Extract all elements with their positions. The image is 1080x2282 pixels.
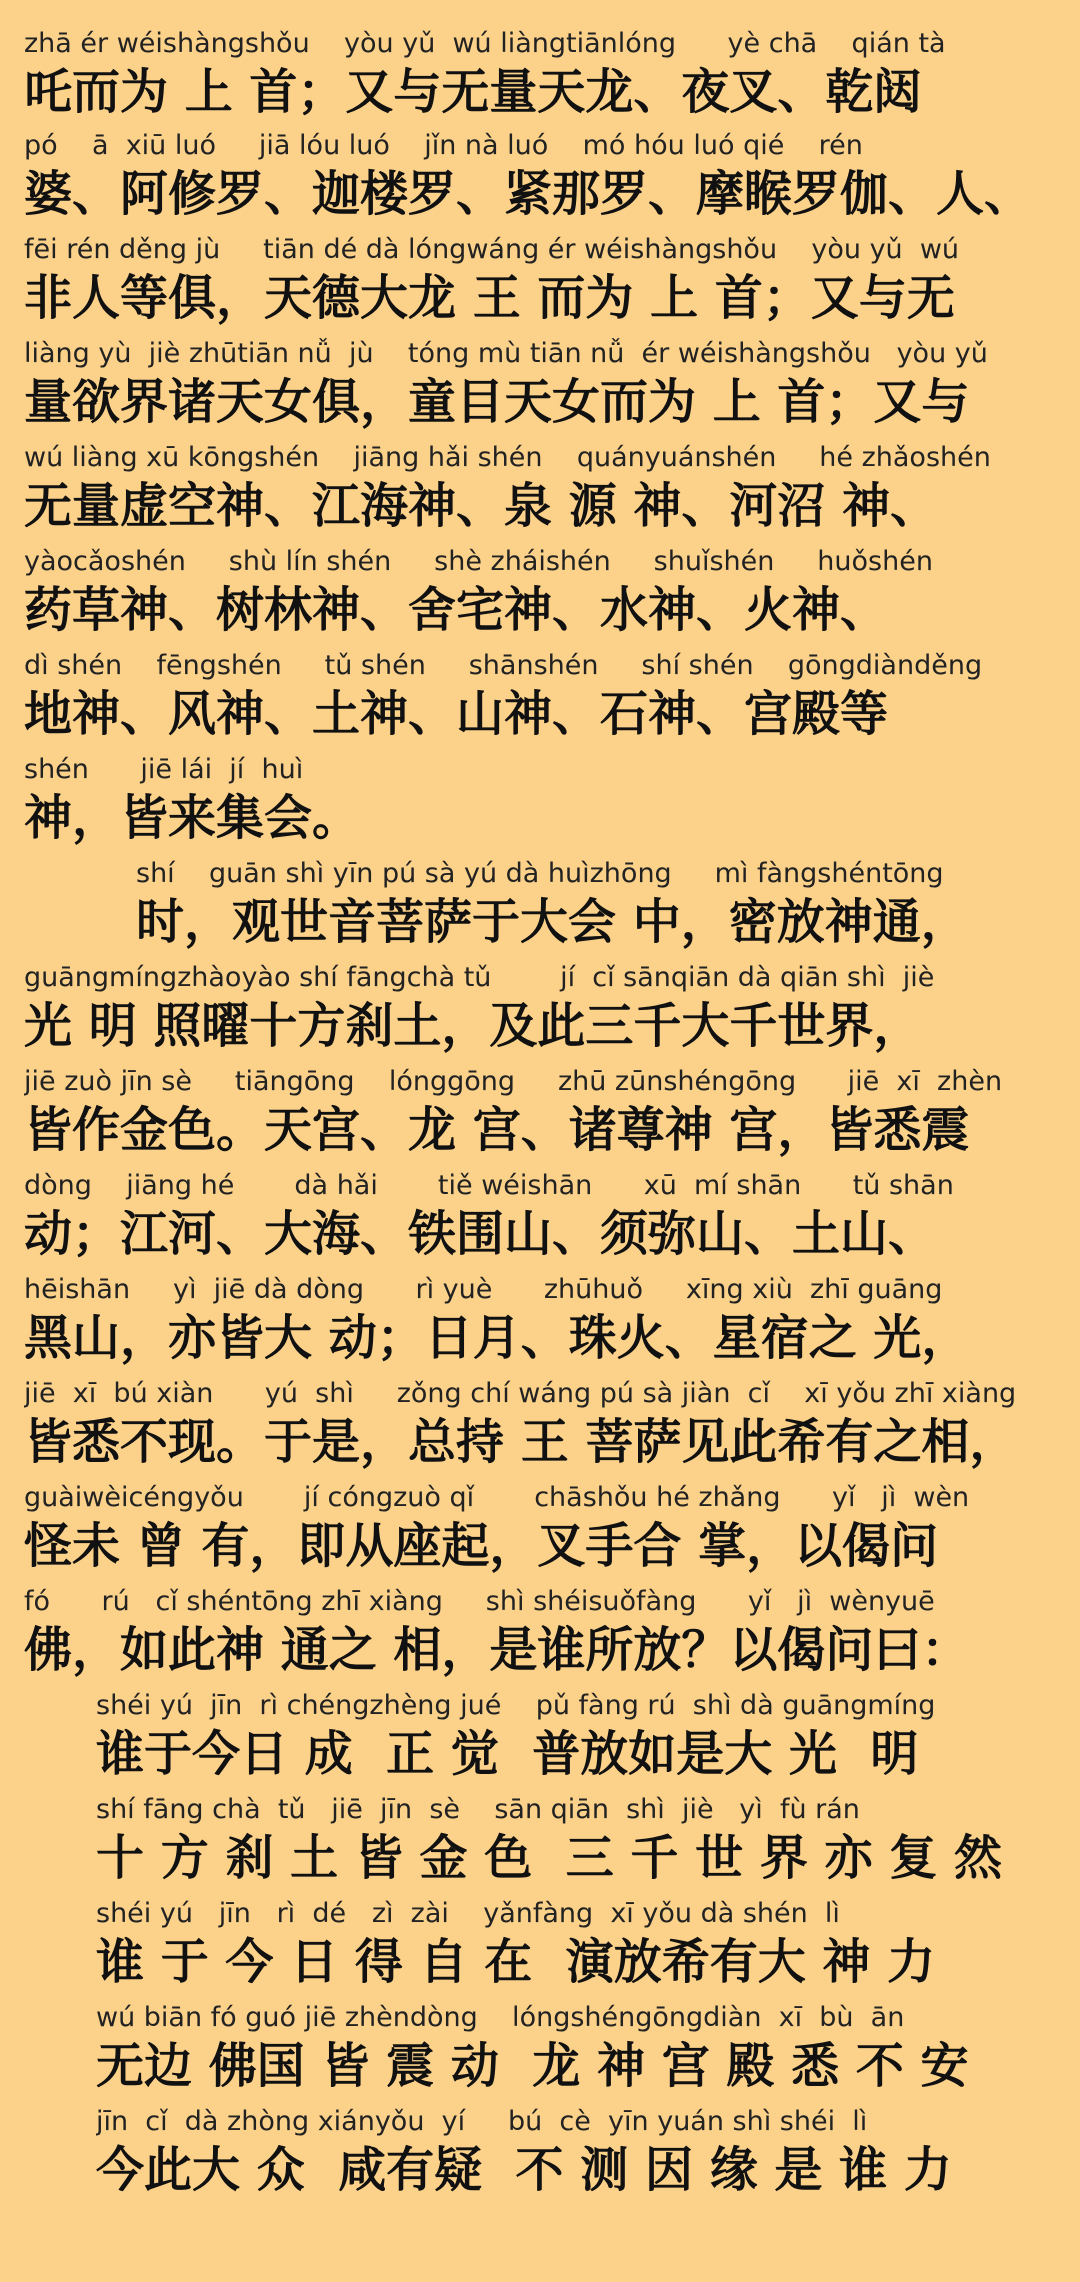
hanzi-row: 皆作金色。天宫、龙 宫、诸尊神 宫，皆悉震: [24, 1102, 970, 1158]
text-line-3: [24, 232, 1064, 328]
hanzi-row: 动；江河、大海、铁围山、须弥山、土山、: [24, 1206, 937, 1262]
text-line-2: [24, 128, 1064, 224]
pinyin-row: hēishān yì jiē dà dòng rì yuè zhūhuǒ xīng xiù zhī guāng: [24, 1274, 943, 1305]
pinyin-row: jīn cǐ dà zhòng xiányǒu yí bú cè yīn yuán shì shéi lì: [96, 2106, 868, 2137]
pinyin-row: guàiwèicéngyǒu jí cóngzuò qǐ chāshǒu hé zhǎng yǐ jì wèn: [24, 1482, 970, 1513]
text-line-11: [24, 1064, 1064, 1160]
pinyin-row: jiē zuò jīn sè tiāngōng lónggōng zhū zūnshéngōng jiē xī zhèn: [24, 1066, 1003, 1097]
pinyin-row: yàocǎoshén shù lín shén shè zháishén shuǐshén huǒshén: [24, 546, 933, 577]
text-line-16: [24, 1584, 1064, 1680]
pinyin-row: shéi yú jīn rì chéngzhèng jué pǔ fàng rú shì dà guāngmíng: [96, 1690, 936, 1721]
text-line-8: [24, 752, 1064, 848]
pinyin-row: dòng jiāng hé dà hǎi tiě wéishān xū mí shān tǔ shān: [24, 1170, 954, 1201]
pinyin-row: jiē xī bú xiàn yú shì zǒng chí wáng pú sà jiàn cǐ xī yǒu zhī xiàng: [24, 1378, 1017, 1409]
hanzi-row: 光 明 照曜十方刹土，及此三千大千世界，: [24, 998, 922, 1054]
hanzi-row: 时，观世音菩萨于大会 中，密放神通，: [136, 894, 969, 950]
text-line-9: [136, 856, 1066, 952]
verse-line-5: [96, 2104, 1064, 2200]
hanzi-row: 黑山，亦皆大 动；日月、珠火、星宿之 光，: [24, 1310, 970, 1366]
hanzi-row: 无边 佛国 皆 震 动 龙 神 宫 殿 悉 不 安: [96, 2038, 969, 2094]
pinyin-row: dì shén fēngshén tǔ shén shānshén shí shén gōngdiànděng: [24, 650, 983, 681]
text-line-7: [24, 648, 1064, 744]
pinyin-row: zhā ér wéishàngshǒu yòu yǔ wú liàngtiānlóng yè chā qián tà: [24, 28, 946, 59]
verse-line-3: [96, 1896, 1064, 1992]
pinyin-row: shí fāng chà tǔ jiē jīn sè sān qiān shì jiè yì fù rán: [96, 1794, 860, 1825]
hanzi-row: 地神、风神、土神、山神、石神、宫殿等: [24, 686, 889, 742]
text-line-6: [24, 544, 1064, 640]
hanzi-row: 药草神、树林神、舍宅神、水神、火神、: [24, 582, 889, 638]
text-line-10: [24, 960, 1064, 1056]
pinyin-row: liàng yù jiè zhūtiān nǚ jù tóng mù tiān nǚ ér wéishàngshǒu yòu yǔ: [24, 338, 988, 369]
verse-line-2: [96, 1792, 1064, 1888]
verse-line-1: [96, 1688, 1064, 1784]
text-line-13: [24, 1272, 1064, 1368]
pinyin-row: pó ā xiū luó jiā lóu luó jǐn nà luó mó hóu luó qié rén: [24, 130, 863, 161]
text-line-5: [24, 440, 1064, 536]
hanzi-row: 佛，如此神 通之 相，是谁所放？以偈问曰：: [24, 1622, 970, 1678]
hanzi-row: 今此大 众 咸有疑 不 测 因 缘 是 谁 力: [96, 2142, 952, 2198]
hanzi-row: 量欲界诸天女俱，童目天女而为 上 首；又与: [24, 374, 970, 430]
pinyin-row: fēi rén děng jù tiān dé dà lóngwáng ér wéishàngshǒu yòu yǔ wú: [24, 234, 960, 265]
text-line-4: [24, 336, 1064, 432]
text-line-1: [24, 26, 1064, 122]
pinyin-row: fó rú cǐ shéntōng zhī xiàng shì shéisuǒfàng yǐ jì wènyuē: [24, 1586, 935, 1617]
hanzi-row: 非人等俱，天德大龙 王 而为 上 首；又与无: [24, 270, 955, 326]
pinyin-row: shéi yú jīn rì dé zì zài yǎnfàng xī yǒu dà shén lì: [96, 1898, 840, 1929]
hanzi-row: 谁于今日 成 正 觉 普放如是大 光 明: [96, 1726, 919, 1782]
text-line-15: [24, 1480, 1064, 1576]
hanzi-row: 皆悉不现。于是，总持 王 菩萨见此希有之相，: [24, 1414, 1018, 1470]
hanzi-row: 神，皆来集会。: [24, 790, 361, 846]
text-line-14: [24, 1376, 1064, 1472]
pinyin-row: shí guān shì yīn pú sà yú dà huìzhōng mì fàngshéntōng: [136, 858, 944, 889]
hanzi-row: 怪未 曾 有，即从座起，叉手合 掌，以偈问: [24, 1518, 939, 1574]
pinyin-row: shén jiē lái jí huì: [24, 754, 304, 785]
hanzi-row: 婆、阿修罗、迦楼罗、紧那罗、摩睺罗伽、人、: [24, 166, 1033, 222]
hanzi-row: 谁 于 今 日 得 自 在 演放希有大 神 力: [96, 1934, 936, 1990]
text-line-12: [24, 1168, 1064, 1264]
pinyin-row: guāngmíngzhàoyào shí fāngchà tǔ jí cǐ sānqiān dà qiān shì jiè: [24, 962, 935, 993]
verse-line-4: [96, 2000, 1064, 2096]
hanzi-row: 十 方 刹 土 皆 金 色 三 千 世 界 亦 复 然: [96, 1830, 1002, 1886]
hanzi-row: 无量虚空神、江海神、泉 源 神、河沼 神、: [24, 478, 939, 534]
pinyin-row: wú biān fó guó jiē zhèndòng lóngshéngōngdiàn xī bù ān: [96, 2002, 905, 2033]
pinyin-row: wú liàng xū kōngshén jiāng hǎi shén quányuánshén hé zhǎoshén: [24, 442, 991, 473]
hanzi-row: 吒而为 上 首；又与无量天龙、夜叉、乾闼: [24, 64, 922, 120]
